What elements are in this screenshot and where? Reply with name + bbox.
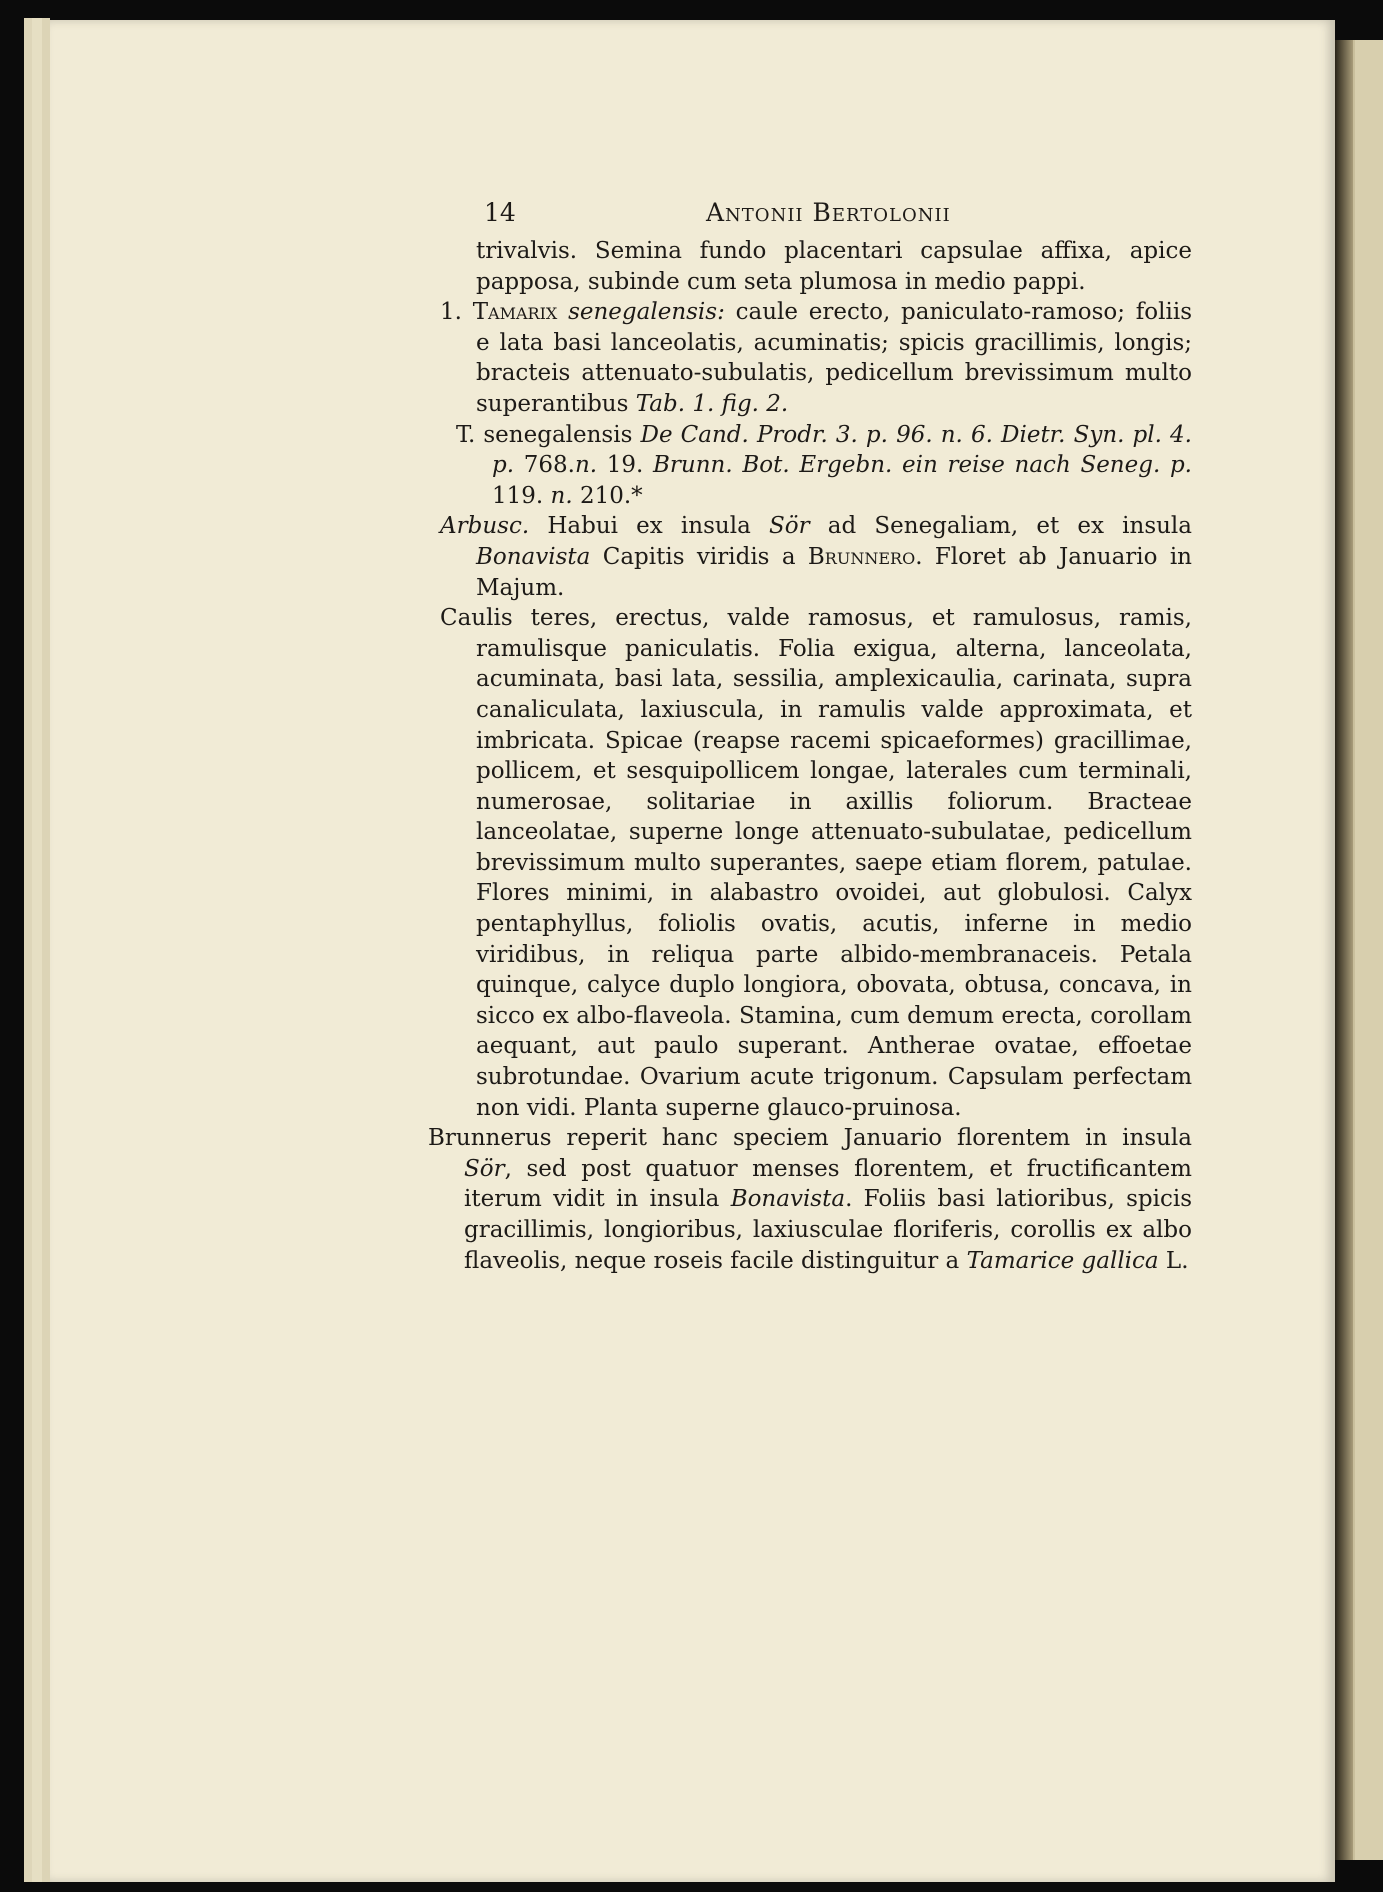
citation-italic: De Cand. Prodr. 3. p. 96. n. 6. Dietr. Syn. pl. 4. p.	[492, 421, 1192, 479]
citation-italic: n.	[574, 452, 598, 479]
plate-reference: Tab. 1. fig. 2.	[635, 390, 789, 417]
locality-name: Sör	[768, 513, 810, 540]
habitat-text: Habui ex insula	[529, 513, 769, 540]
species-name: senegalensis:	[568, 299, 725, 326]
observations-text: . Foliis basi latioribus, spicis gracillimis, longioribus, laxiusculae floriferis, corollis ex albo flaveolis, neque roseis facile distinguitur a	[464, 1186, 1192, 1274]
diagnosis-text: caule erecto, paniculato-ramoso; foliis e lata basi lanceolatis, acuminatis; spicis gracillimis, longis; bracteis attenuato-subulatis, pedicellum brevissimum multo superantibus	[476, 299, 1193, 417]
locality-name: Sör	[464, 1155, 505, 1182]
species-diagnosis	[440, 297, 1192, 419]
locality-name: Bonavista	[730, 1186, 846, 1213]
description-paragraph: Caulis teres, erectus, valde ramosus, et ramulosus, ramis, ramulisque paniculatis. Folia exigua, alterna, lanceolata, acuminata, basi lata, sessilia, amplexicaulia, carinata, supra canaliculata, laxiuscula, in ramulis valde approximata, et imbricata. Spicae (reapse racemi spicaeformes) gracillimae, pollicem, et sesquipollicem longae, laterales cum terminali, numerosae, solitariae in axillis foliorum. Bracteae lanceolatae, superne longe attenuato-subulatae, pedicellum brevissimum multo superantes, saepe etiam florem, patulae. Flores minimi, in alabastro ovoidei, aut globulosi. Calyx pentaphyllus, foliolis ovatis, acutis, inferne in medio viridibus, in reliqua parte albido-membranaceis. Petala quinque, calyce duplo longiora, obovata, obtusa, concava, in sicco ex albo-flaveola. Stamina, cum demum erecta, corollam aequant, aut paulo superant. Antherae ovatae, effoetae subrotundae. Ovarium acute trigonum. Capsulam perfectam non vidi. Planta superne glauco-pruinosa.	[440, 605, 1192, 1121]
habitat-text: Capitis viridis a	[590, 543, 808, 570]
observations-text: Brunnerus reperit hanc speciem Januario florentem in insula	[428, 1125, 1192, 1152]
gutter-shadow	[1335, 40, 1353, 1860]
citation-text: 210.*	[572, 482, 643, 509]
page-stack-edge	[24, 18, 32, 1882]
habit-label: Arbusc.	[440, 513, 530, 540]
collector-name: Brunnero	[807, 543, 916, 570]
habitat-text: . Floret ab Januario in Majum.	[476, 543, 1192, 601]
entry-number: 1.	[440, 299, 473, 326]
observations-paragraph	[428, 1123, 1192, 1276]
page-header	[440, 196, 1192, 236]
species-name: Tamarice gallica	[966, 1247, 1159, 1274]
citation-italic: Brunn. Bot. Ergebn. ein reise nach Seneg. p.	[653, 452, 1192, 479]
facing-page-strip	[1355, 40, 1383, 1860]
citation-text: 768.	[514, 452, 575, 479]
citation-text: 19.	[597, 452, 654, 479]
page-number: 14	[484, 198, 516, 227]
locality-name: Bonavista	[476, 543, 591, 570]
synonymy	[440, 420, 1192, 512]
citation-italic: n.	[550, 482, 573, 509]
paragraph-continuation: trivalvis. Semina fundo placentari capsulae affixa, apice papposa, subinde cum seta plumosa in medio pappi.	[476, 238, 1192, 295]
facing-page-edge	[1335, 40, 1383, 1860]
genus-name: Tamarix	[472, 299, 558, 326]
habitat-paragraph	[440, 511, 1192, 603]
observations-text: L.	[1158, 1247, 1189, 1274]
page-stack-edge	[42, 18, 50, 1882]
synonym-name: T. senegalensis	[456, 421, 641, 448]
page-stack-edge	[32, 18, 42, 1882]
habitat-text: ad Senegaliam, et ex insula	[809, 513, 1193, 540]
running-head: Antonii Bertolonii	[706, 198, 951, 227]
citation-text: 119.	[492, 482, 551, 509]
observations-text: , sed post quatuor menses florentem, et fructificantem iterum vidit in insula	[464, 1155, 1192, 1213]
page-text	[428, 196, 1193, 1276]
